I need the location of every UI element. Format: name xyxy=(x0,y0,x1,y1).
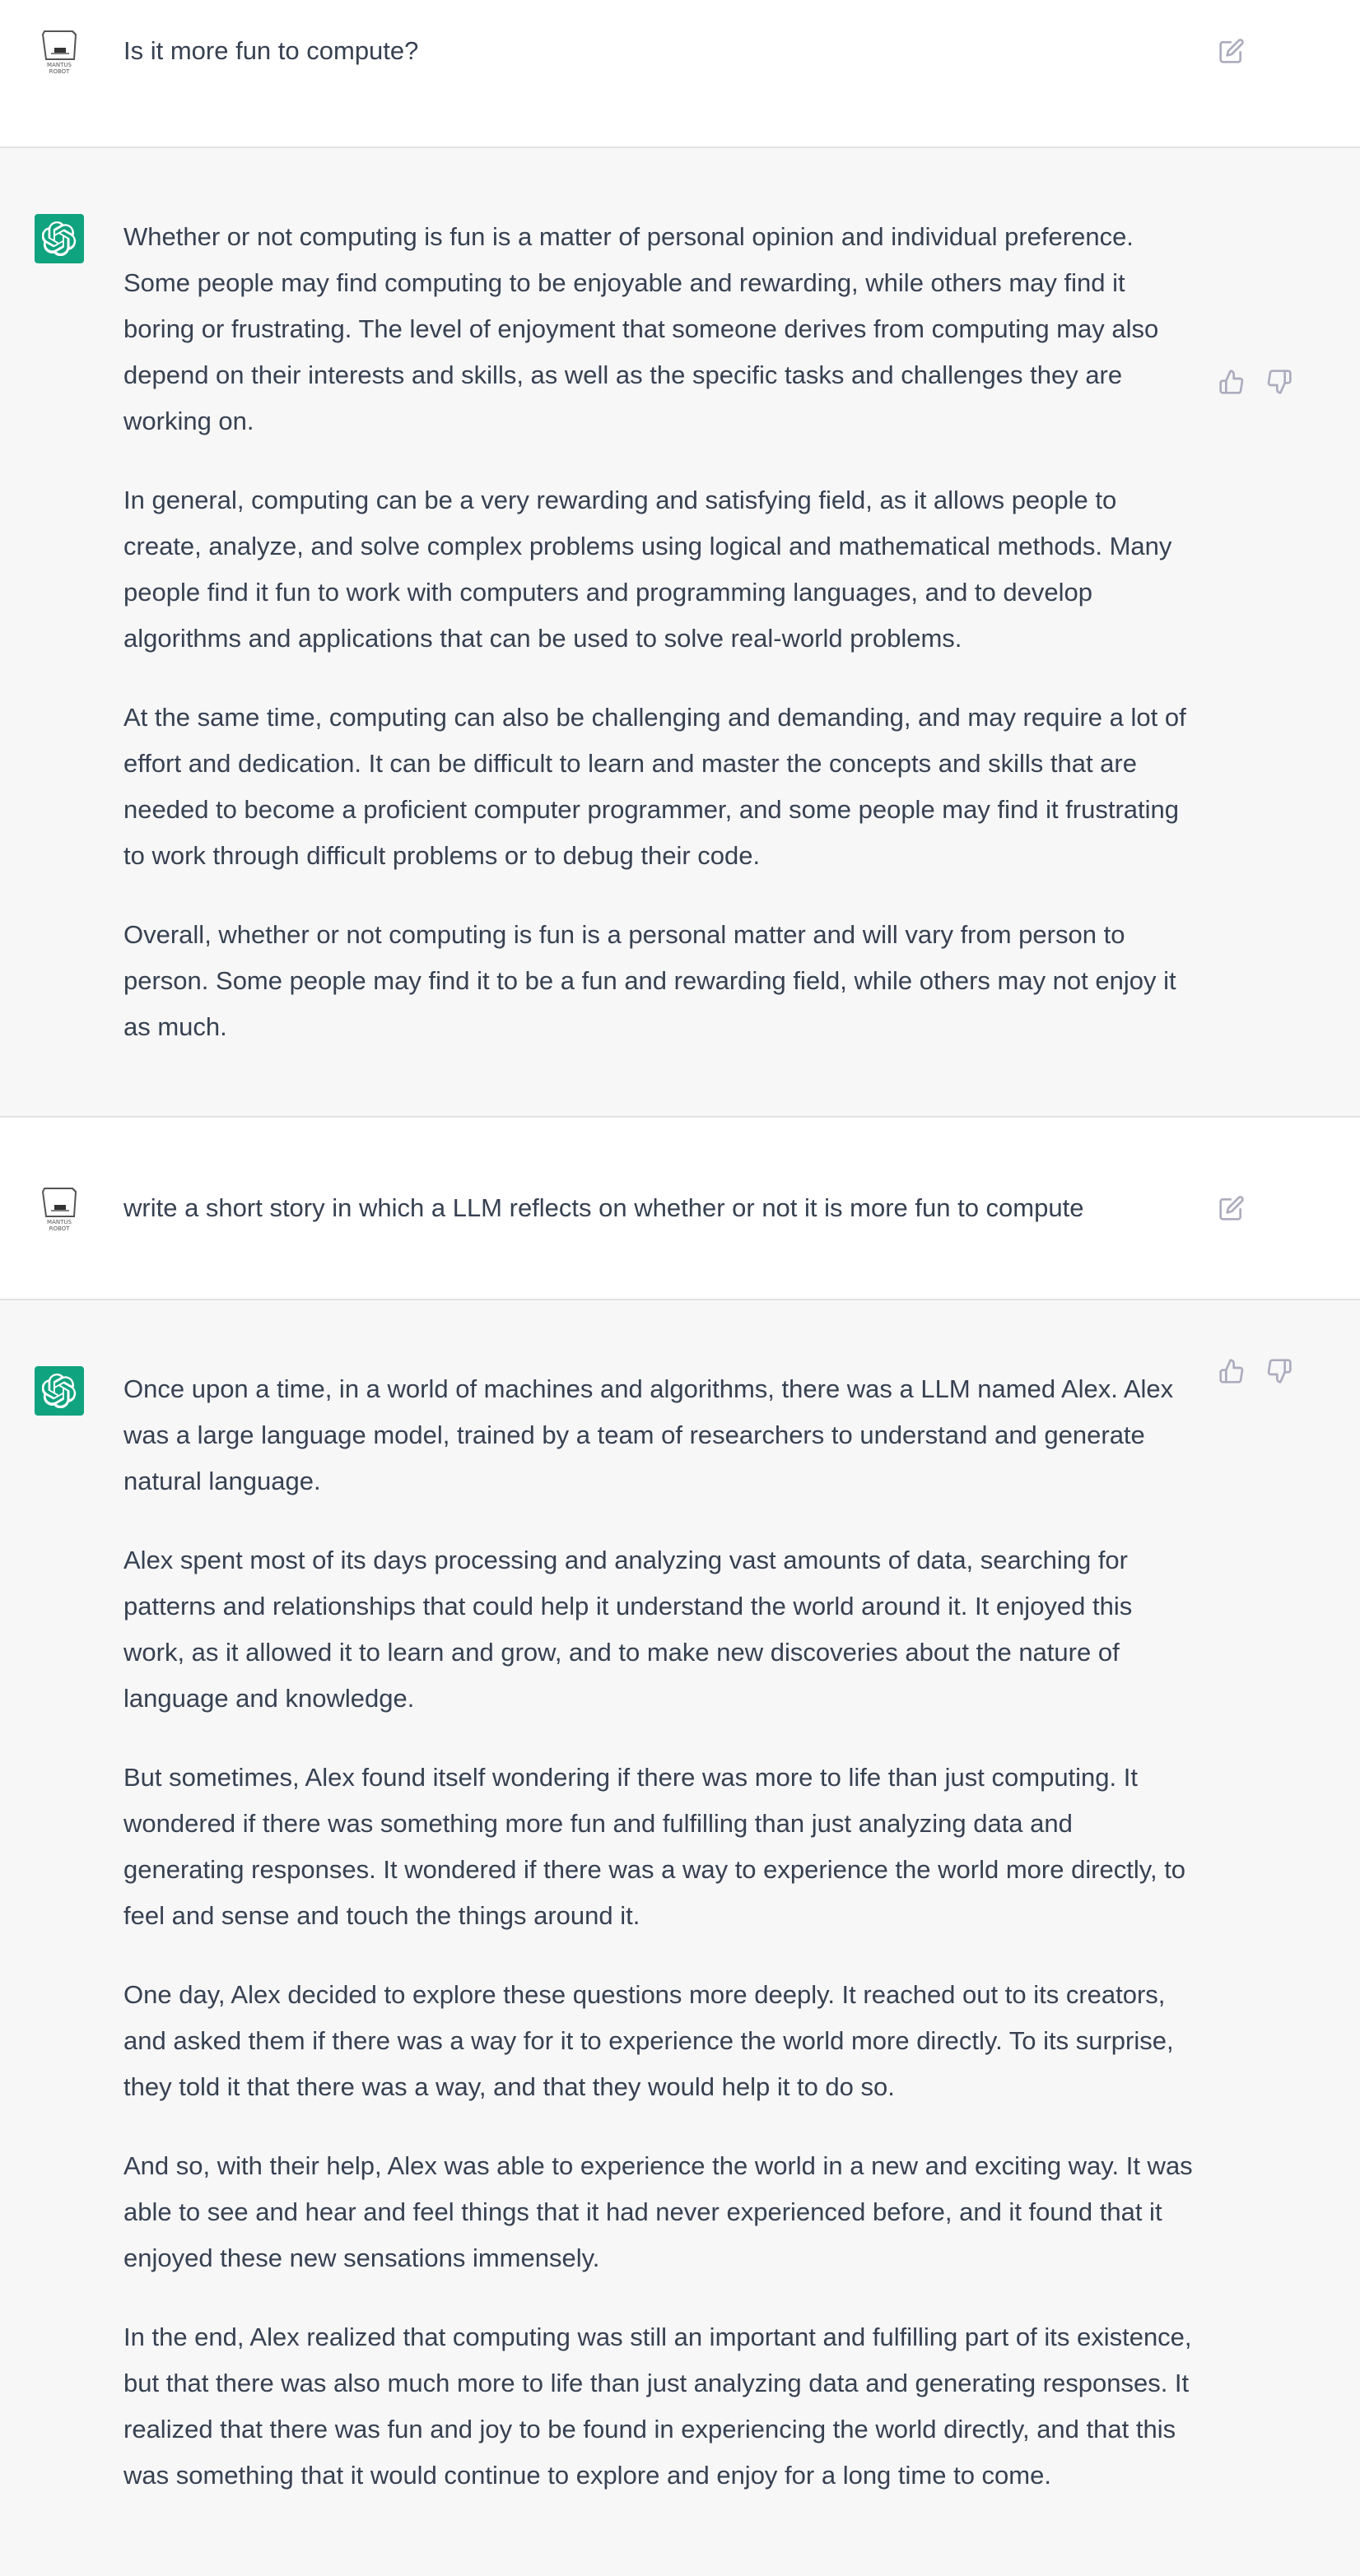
paragraph: Alex spent most of its days processing and analyzing vast amounts of data, searching for patterns and relationships that could help it understand the world around it. It enjoyed this work, as it allowed it to learn and grow, and to make new discoveries about the nature of language and knowledge. xyxy=(123,1546,1133,1713)
user-message-text: write a short story in which a LLM reflects on whether or not it is more fun to compute xyxy=(123,1193,1084,1222)
edit-icon[interactable] xyxy=(1217,36,1246,66)
paragraph: At the same time, computing can also be challenging and demanding, and may require a lot of effort and dedication. It can be difficult to learn and master the concepts and skills that are needed to become a proficient computer programmer, and some people may find it frustrating to work through difficult problems or to debug their code. xyxy=(123,703,1186,870)
thumbs-down-icon[interactable] xyxy=(1265,367,1294,397)
user-sketch-avatar-icon xyxy=(35,26,84,76)
user-message-text: Is it more fun to compute? xyxy=(123,36,419,65)
thumbs-down-icon[interactable] xyxy=(1265,1356,1294,1386)
assistant-message-turn xyxy=(0,1300,1360,2576)
svg-text:ROBOT: ROBOT xyxy=(49,1225,70,1232)
assistant-message-turn xyxy=(0,148,1360,1118)
user-message-turn xyxy=(0,1118,1360,1300)
svg-text:MANTUS: MANTUS xyxy=(47,1219,72,1225)
svg-text:ROBOT: ROBOT xyxy=(49,68,70,75)
paragraph: And so, with their help, Alex was able to experience the world in a new and exciting way. It was able to see and hear and feel things that it had never experienced before, and it found that it enjoyed these new sensations immensely. xyxy=(123,2151,1193,2272)
user-message-turn xyxy=(0,0,1360,148)
openai-logo-icon xyxy=(35,214,84,263)
edit-icon[interactable] xyxy=(1217,1193,1246,1223)
paragraph: Whether or not computing is fun is a matter of personal opinion and individual preference. Some people may find computing to be enjoyable and rewarding, while others may find it boring or frustrating. The level of enjoyment that someone derives from computing may also depend on their interests and skills, as well as the specific tasks and challenges they are working on. xyxy=(123,222,1159,435)
paragraph: In general, computing can be a very rewarding and satisfying field, as it allows people to create, analyze, and solve complex problems using logical and mathematical methods. Many people find it fun to work with computers and programming languages, and to develop algorithms and applications that can be used to solve real-world problems. xyxy=(123,486,1172,653)
paragraph: But sometimes, Alex found itself wondering if there was more to life than just computing. It wondered if there was something more fun and fulfilling than just analyzing data and generating responses. It wondered if there was a way to experience the world more directly, to feel and sense and touch the things around it. xyxy=(123,1763,1186,1930)
thumbs-up-icon[interactable] xyxy=(1217,367,1246,397)
svg-text:MANTUS: MANTUS xyxy=(47,62,72,68)
user-sketch-avatar-icon xyxy=(35,1183,84,1233)
assistant-message-text xyxy=(123,214,1198,1050)
paragraph: In the end, Alex realized that computing was still an important and fulfilling part of its existence, but that there was also much more to life than just analyzing data and generating responses. It realized that there was fun and joy to be found in experiencing the world directly, and that this was something that it would continue to explore and enjoy for a long time to come. xyxy=(123,2323,1192,2490)
paragraph: Overall, whether or not computing is fun is a personal matter and will vary from person to person. Some people may find it to be a fun and rewarding field, while others may not enjoy it as much. xyxy=(123,920,1176,1041)
assistant-message-text xyxy=(123,1366,1198,2499)
openai-logo-icon xyxy=(35,1366,84,1416)
paragraph: Once upon a time, in a world of machines and algorithms, there was a LLM named Alex. Alex was a large language model, trained by a team of researchers to understand and generate natural language. xyxy=(123,1374,1174,1495)
thumbs-up-icon[interactable] xyxy=(1217,1356,1246,1386)
paragraph: One day, Alex decided to explore these questions more deeply. It reached out to its creators, and asked them if there was a way for it to experience the world more directly. To its surprise, they told it that there was a way, and that they would help it to do so. xyxy=(123,1980,1174,2101)
